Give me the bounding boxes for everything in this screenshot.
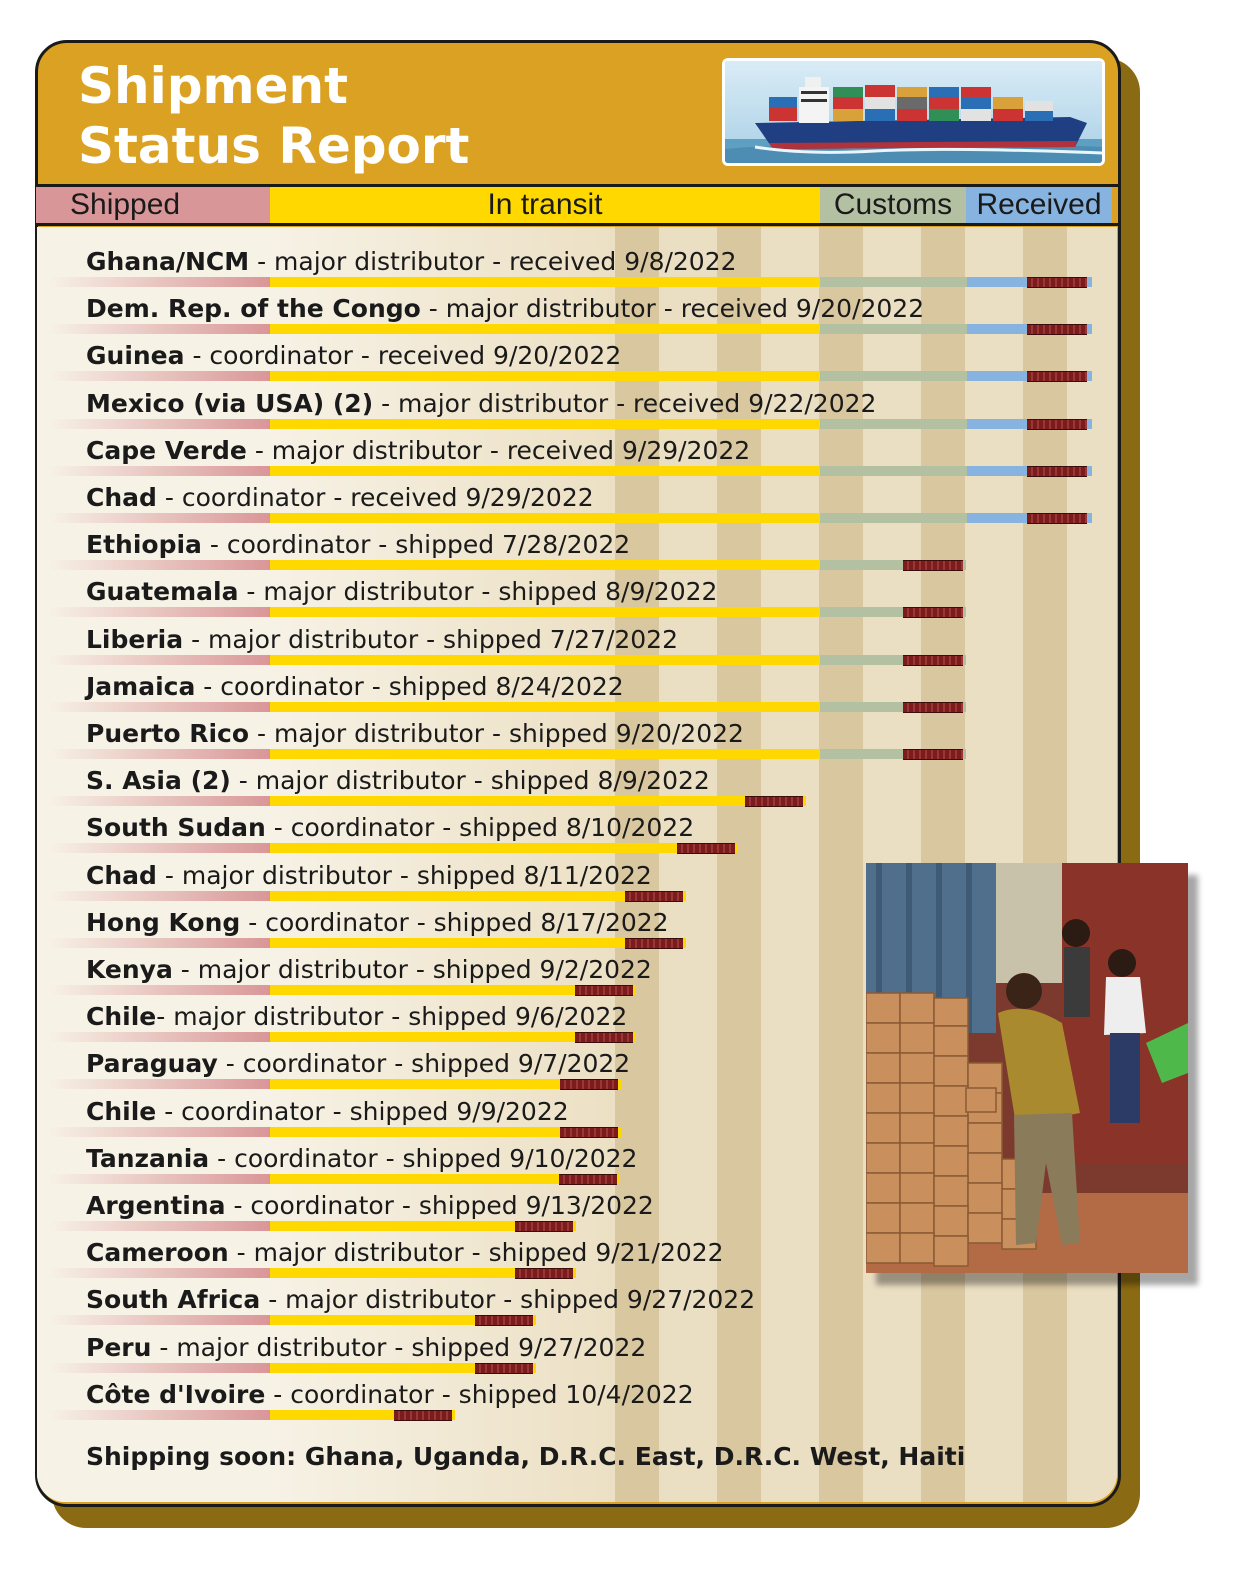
progress-marker: [559, 1174, 617, 1185]
destination-name: Peru: [86, 1332, 152, 1362]
warehouse-boxes-icon: [866, 863, 1188, 1273]
shipment-row-text: [86, 764, 710, 798]
destination-name: Guinea: [86, 341, 185, 371]
in-transit-segment: [270, 466, 820, 476]
shipment-row-text: [86, 245, 737, 279]
destination-name: Ethiopia: [86, 530, 202, 560]
shipped-segment: [48, 1268, 270, 1278]
shipment-detail: - major distributor - shipped 8/9/2022: [230, 766, 710, 796]
container-ship-icon: [722, 58, 1105, 166]
shipment-detail: - major distributor - received 9/20/2022: [420, 294, 925, 324]
in-transit-segment: [270, 655, 820, 665]
shipment-row-text: [86, 1331, 646, 1365]
progress-marker: [560, 1079, 618, 1090]
shipment-row-text: [86, 1236, 724, 1270]
shipment-detail: - coordinator - received 9/29/2022: [156, 483, 594, 512]
stage-shipped-header: [36, 187, 270, 223]
in-transit-segment: [270, 607, 820, 617]
destination-name: Guatemala: [86, 577, 239, 607]
shipment-detail: - major distributor - shipped 7/27/2022: [183, 624, 678, 654]
shipped-segment: [48, 1174, 270, 1184]
shipped-segment: [48, 796, 270, 806]
destination-name: Mexico (via USA) (2): [86, 388, 374, 418]
shipped-segment: [48, 749, 270, 759]
shipment-row-text: [86, 339, 621, 373]
progress-marker: [515, 1268, 573, 1279]
shipped-segment: [48, 1363, 270, 1373]
progress-marker: [1027, 466, 1087, 477]
progress-marker: [475, 1315, 533, 1326]
progress-marker: [560, 1127, 618, 1138]
progress-marker: [625, 938, 683, 949]
destination-name: S. Asia (2): [86, 766, 231, 796]
progress-marker: [903, 607, 963, 618]
customs-segment: [820, 277, 967, 287]
destination-name: Cape Verde: [86, 435, 247, 465]
shipped-segment: [48, 1315, 270, 1325]
progress-marker: [1027, 419, 1087, 430]
destination-name: Ghana/NCM: [86, 247, 250, 276]
shipment-row-text: [86, 1189, 654, 1223]
shipment-detail: - major distributor - shipped 9/21/2022: [228, 1238, 724, 1268]
shipment-detail: - major distributor - shipped 9/20/2022: [249, 719, 744, 748]
in-transit-segment: [270, 560, 820, 570]
shipment-detail: - coordinator - shipped 9/13/2022: [225, 1191, 654, 1220]
in-transit-segment: [270, 419, 820, 429]
shipment-detail: - major distributor - shipped 8/11/2022: [156, 860, 652, 890]
shipment-detail: - major distributor - shipped 8/9/2022: [238, 577, 718, 607]
destination-name: Kenya: [86, 955, 173, 984]
shipment-row-text: [86, 1142, 637, 1176]
shipment-row-text: [86, 434, 750, 468]
progress-marker: [575, 1032, 633, 1043]
progress-marker: [1027, 513, 1087, 524]
progress-marker: [677, 843, 735, 854]
shipment-detail: - coordinator - shipped 9/10/2022: [209, 1143, 638, 1173]
shipment-row-text: [86, 859, 652, 893]
destination-name: Cameroon: [86, 1238, 229, 1268]
destination-name: Puerto Rico: [86, 719, 250, 748]
destination-name: Chile: [86, 1096, 157, 1126]
shipping-soon-note: Shipping soon: Ghana, Uganda, D.R.C. East, D.R.C. West, Haiti: [86, 1442, 966, 1471]
shipment-row-text: [86, 481, 594, 515]
progress-marker: [1027, 371, 1087, 382]
shipment-row-text: [86, 623, 678, 657]
destination-name: Argentina: [86, 1191, 226, 1220]
progress-marker: [475, 1363, 533, 1374]
in-transit-segment: [270, 796, 806, 806]
customs-segment: [820, 513, 967, 523]
shipped-segment: [48, 1127, 270, 1137]
shipment-row-text: [86, 528, 630, 562]
shipment-row-text: [86, 292, 924, 326]
shipped-segment: [48, 891, 270, 901]
shipment-detail: - coordinator - shipped 9/9/2022: [156, 1096, 569, 1126]
shipment-detail: - coordinator - shipped 8/17/2022: [240, 907, 669, 937]
stage-received-header: [966, 187, 1112, 223]
shipment-row-text: [86, 906, 669, 940]
in-transit-segment: [270, 891, 686, 901]
shipment-row-text: [86, 1378, 694, 1412]
shipped-segment: [48, 607, 270, 617]
customs-segment: [820, 419, 967, 429]
progress-marker: [903, 655, 963, 666]
progress-marker: [1027, 324, 1087, 335]
shipment-detail: - coordinator - shipped 9/7/2022: [217, 1049, 631, 1079]
in-transit-segment: [270, 513, 820, 523]
shipped-segment: [48, 655, 270, 665]
in-transit-segment: [270, 749, 820, 759]
shipment-detail: - major distributor - received 9/8/2022: [249, 247, 737, 276]
shipment-row-text: [86, 717, 744, 751]
customs-segment: [820, 324, 967, 334]
destination-name: Jamaica: [86, 671, 196, 701]
in-transit-segment: [270, 371, 820, 381]
progress-marker: [515, 1221, 573, 1232]
shipment-row-text: [86, 387, 876, 421]
shipment-row-text: [86, 1047, 630, 1081]
destination-name: Côte d'Ivoire: [86, 1379, 266, 1409]
shipped-segment: [48, 324, 270, 334]
shipped-segment: [48, 702, 270, 712]
shipment-row-text: [86, 1000, 627, 1034]
destination-name: Paraguay: [86, 1049, 218, 1079]
progress-marker: [575, 985, 633, 996]
destination-name: Dem. Rep. of the Congo: [86, 294, 421, 324]
shipped-segment: [48, 513, 270, 523]
shipment-row-text: [86, 670, 624, 704]
shipped-segment: [48, 938, 270, 948]
destination-name: Hong Kong: [86, 907, 241, 937]
shipped-segment: [48, 1032, 270, 1042]
shipped-segment: [48, 1221, 270, 1231]
shipment-row-text: [86, 575, 717, 609]
stage-in-transit-header: [270, 187, 820, 223]
shipped-segment: [48, 560, 270, 570]
shipment-detail: - major distributor - shipped 9/6/2022: [156, 1002, 628, 1032]
shipment-detail: - coordinator - shipped 10/4/2022: [265, 1379, 694, 1409]
shipment-row-text: [86, 1283, 755, 1317]
report-title: [78, 56, 469, 176]
shipment-detail: - major distributor - received 9/29/2022: [246, 435, 751, 465]
destination-name: Liberia: [86, 624, 184, 654]
progress-marker: [903, 749, 963, 760]
progress-marker: [745, 796, 803, 807]
progress-marker: [903, 702, 963, 713]
shipment-detail: - major distributor - shipped 9/2/2022: [172, 955, 652, 984]
shipped-segment: [48, 843, 270, 853]
shipment-row-text: [86, 953, 652, 987]
shipped-segment: [48, 466, 270, 476]
in-transit-segment: [270, 938, 686, 948]
shipped-segment: [48, 419, 270, 429]
shipment-detail: - major distributor - received 9/22/2022: [373, 388, 877, 418]
stage-header: [36, 184, 1118, 226]
in-transit-segment: [270, 702, 820, 712]
stage-customs-header: [820, 187, 966, 223]
destination-name: South Sudan: [86, 813, 266, 843]
destination-name: Tanzania: [86, 1143, 210, 1173]
shipment-detail: - major distributor - shipped 9/27/2022: [260, 1285, 756, 1315]
progress-marker: [394, 1410, 452, 1421]
shipped-segment: [48, 371, 270, 381]
in-transit-segment: [270, 277, 820, 287]
shipment-row-text: [86, 1095, 569, 1129]
shipment-row-text: [86, 811, 694, 845]
title-line-1: Shipment: [78, 57, 349, 115]
stage-received-label: Received: [976, 188, 1102, 221]
destination-name: Chad: [86, 860, 157, 890]
customs-segment: [820, 466, 967, 476]
stage-shipped-label: Shipped: [70, 188, 181, 221]
stage-customs-label: Customs: [833, 188, 953, 221]
progress-marker: [1027, 277, 1087, 288]
title-line-2: Status Report: [78, 117, 470, 175]
destination-name: Chile: [86, 1002, 157, 1032]
shipped-segment: [48, 1079, 270, 1089]
shipment-detail: - coordinator - shipped 8/24/2022: [195, 671, 624, 701]
shipment-detail: - coordinator - received 9/20/2022: [184, 341, 622, 371]
destination-name: South Africa: [86, 1285, 261, 1315]
shipment-detail: - major distributor - shipped 9/27/2022: [151, 1332, 647, 1362]
shipment-detail: - coordinator - shipped 7/28/2022: [201, 530, 631, 560]
customs-segment: [820, 371, 967, 381]
shipped-segment: [48, 277, 270, 287]
shipped-segment: [48, 1410, 270, 1420]
shipped-segment: [48, 985, 270, 995]
stage-in-transit-label: In transit: [487, 188, 603, 221]
in-transit-segment: [270, 324, 820, 334]
progress-marker: [903, 560, 963, 571]
in-transit-segment: [270, 843, 738, 853]
destination-name: Chad: [86, 483, 157, 512]
shipment-detail: - coordinator - shipped 8/10/2022: [265, 813, 695, 843]
progress-marker: [625, 891, 683, 902]
